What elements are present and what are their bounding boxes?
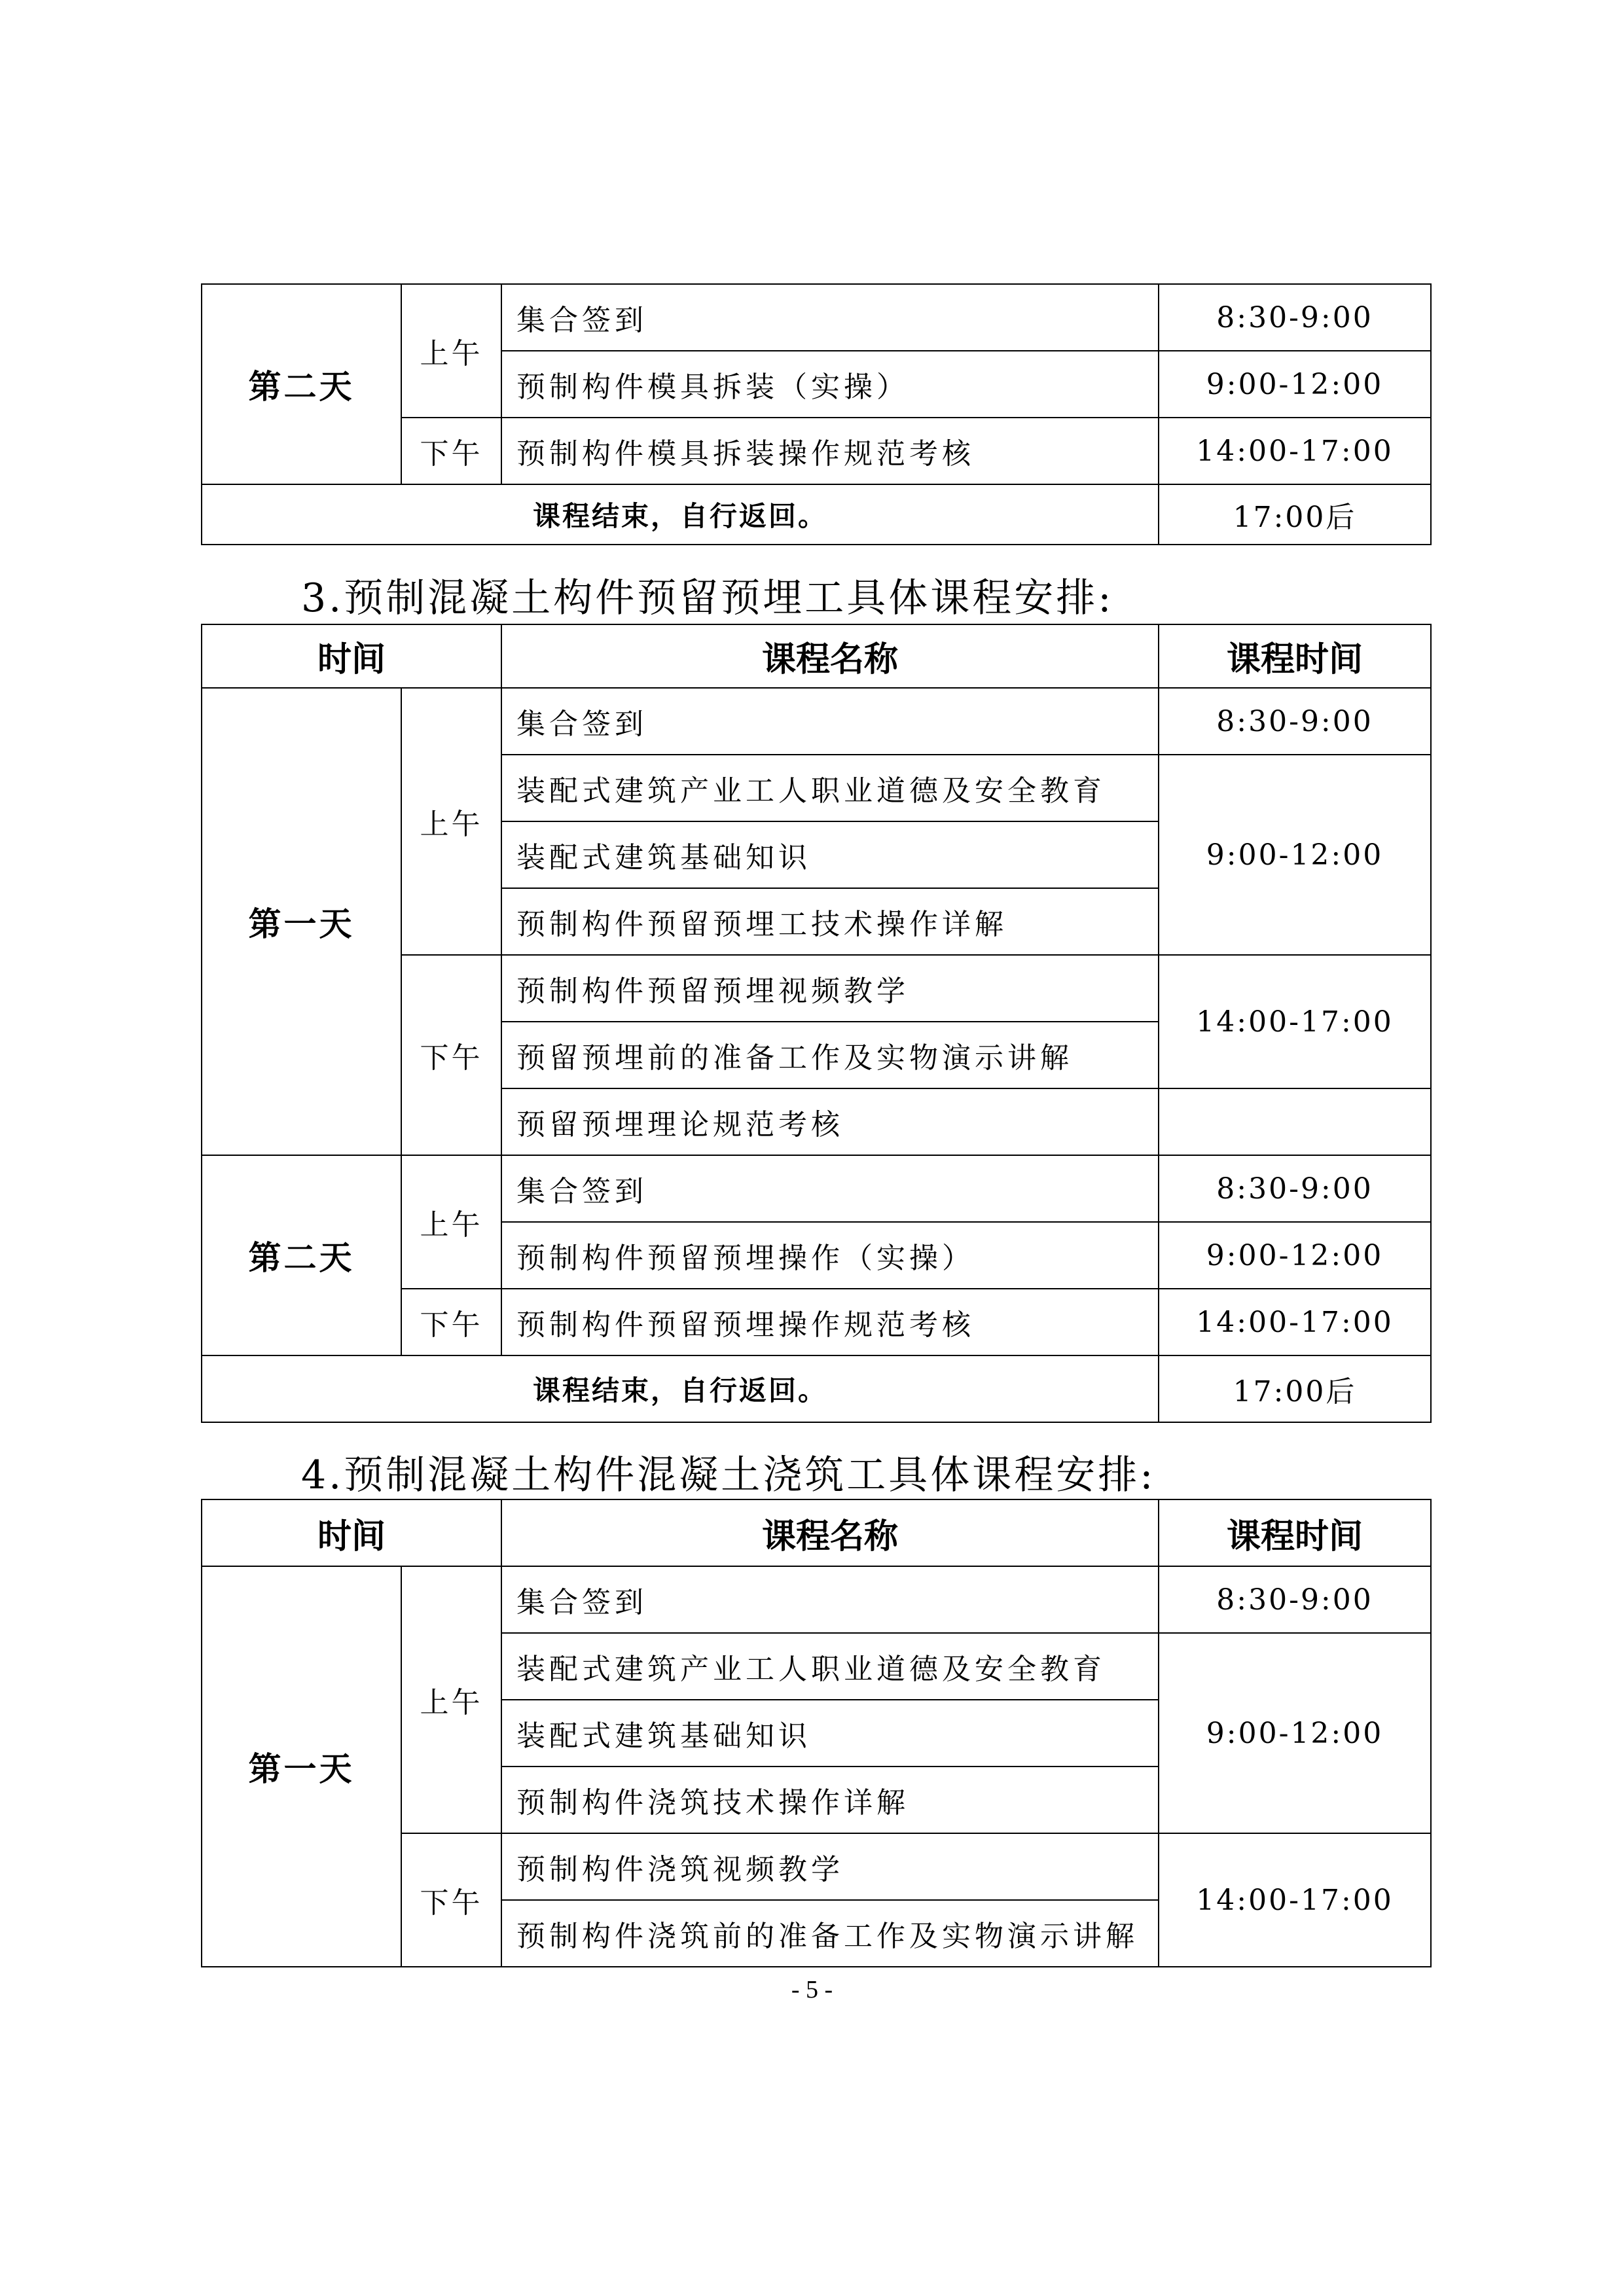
header-time: 时间 [202,624,501,688]
course-name: 集合签到 [501,284,1159,351]
course-name: 预制构件预留预埋操作规范考核 [501,1289,1159,1355]
course-name: 预制构件浇筑视频教学 [501,1833,1159,1900]
course-time-empty [1159,1088,1431,1155]
course-time: 14:00-17:00 [1159,955,1431,1088]
half-day-label: 下午 [401,955,501,1155]
course-name: 预制构件模具拆装（实操） [501,351,1159,418]
day-label: 第二天 [202,1155,401,1355]
half-day-label: 上午 [401,1155,501,1289]
course-time: 9:00-12:00 [1159,755,1431,955]
course-end-time: 17:00后 [1159,1355,1431,1422]
course-name: 预制构件预留预埋工技术操作详解 [501,888,1159,955]
half-day-label: 上午 [401,284,501,418]
course-name: 集合签到 [501,688,1159,755]
course-name: 预留预埋理论规范考核 [501,1088,1159,1155]
half-day-label: 下午 [401,1833,501,1967]
header-time: 时间 [202,1499,501,1566]
course-name: 装配式建筑基础知识 [501,821,1159,888]
course-name: 预制构件模具拆装操作规范考核 [501,418,1159,484]
day-label: 第一天 [202,688,401,1155]
course-name: 装配式建筑产业工人职业道德及安全教育 [501,755,1159,821]
header-course-time: 课程时间 [1159,1499,1431,1566]
section-heading-3: 3.预制混凝土构件预留预埋工具体课程安排: [301,575,1114,621]
course-name: 预留预埋前的准备工作及实物演示讲解 [501,1022,1159,1088]
course-name: 装配式建筑产业工人职业道德及安全教育 [501,1633,1159,1700]
schedule-table-embedded-parts [201,624,1432,1423]
schedule-table-day2-continuation [201,283,1432,545]
course-time: 14:00-17:00 [1159,1289,1431,1355]
half-day-label: 下午 [401,418,501,484]
course-time: 8:30-9:00 [1159,688,1431,755]
course-name: 集合签到 [501,1155,1159,1222]
course-name: 预制构件预留预埋视频教学 [501,955,1159,1022]
header-course-name: 课程名称 [501,1499,1159,1566]
half-day-label: 上午 [401,688,501,955]
header-course-name: 课程名称 [501,624,1159,688]
course-end-note: 课程结束，自行返回。 [202,484,1159,545]
half-day-label: 上午 [401,1566,501,1833]
course-time: 9:00-12:00 [1159,1633,1431,1833]
header-course-time: 课程时间 [1159,624,1431,688]
course-name: 预制构件预留预埋操作（实操） [501,1222,1159,1289]
half-day-label: 下午 [401,1289,501,1355]
course-time: 8:30-9:00 [1159,284,1431,351]
page-number: - 5 - [791,1976,833,2003]
day-label: 第二天 [202,284,401,484]
course-time: 8:30-9:00 [1159,1155,1431,1222]
course-name: 装配式建筑基础知识 [501,1700,1159,1767]
schedule-table-concrete-pouring [201,1499,1432,1967]
course-time: 14:00-17:00 [1159,1833,1431,1967]
course-time: 14:00-17:00 [1159,418,1431,484]
course-name: 集合签到 [501,1566,1159,1633]
course-end-note: 课程结束，自行返回。 [202,1355,1159,1422]
course-end-time: 17:00后 [1159,484,1431,545]
course-name: 预制构件浇筑前的准备工作及实物演示讲解 [501,1900,1159,1967]
course-time: 9:00-12:00 [1159,351,1431,418]
section-heading-4: 4.预制混凝土构件混凝土浇筑工具体课程安排: [301,1452,1156,1498]
day-label: 第一天 [202,1566,401,1967]
course-time: 9:00-12:00 [1159,1222,1431,1289]
course-name: 预制构件浇筑技术操作详解 [501,1767,1159,1833]
course-time: 8:30-9:00 [1159,1566,1431,1633]
